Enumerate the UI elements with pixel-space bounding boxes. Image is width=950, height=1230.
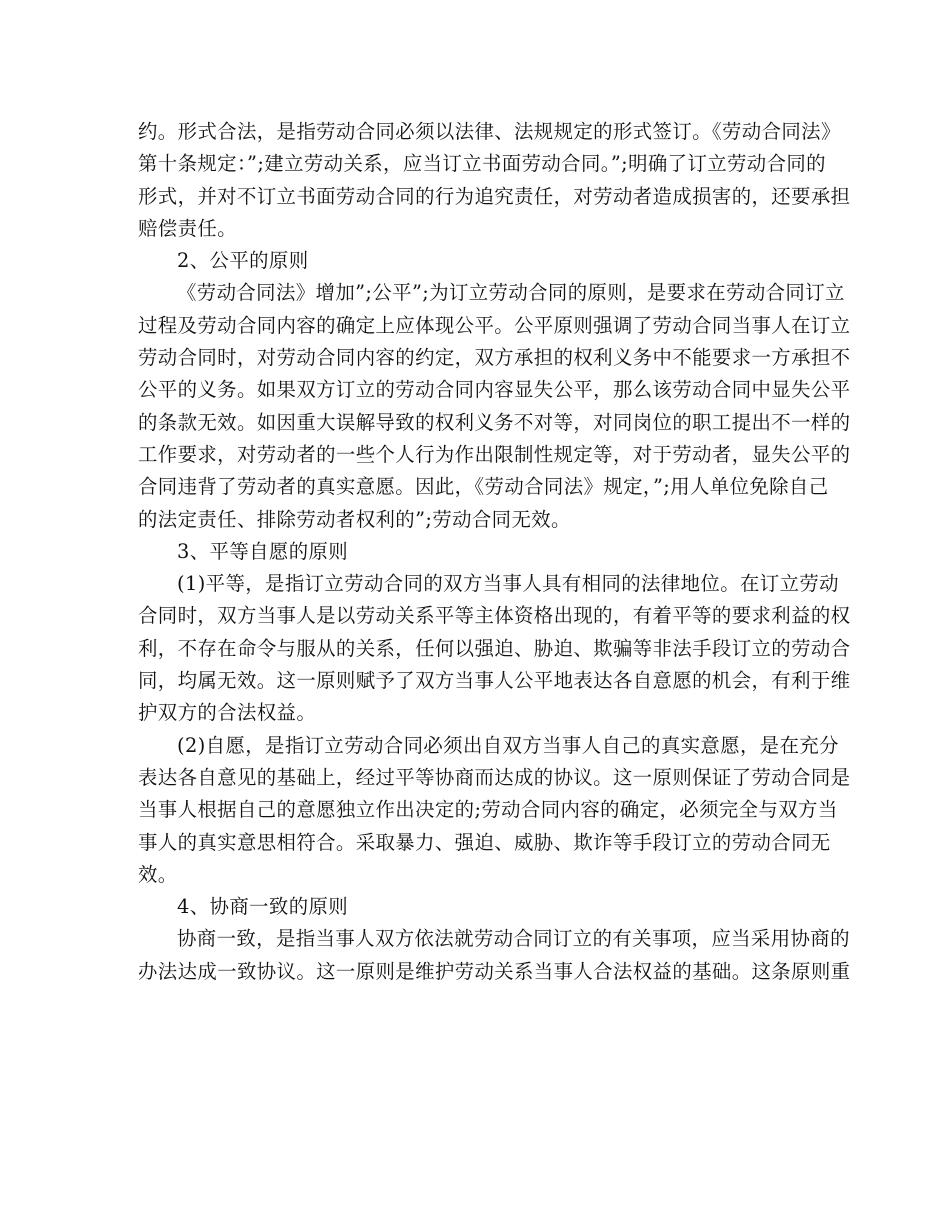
text-line: 工作要求，对劳动者的一些个人行为作出限制性规定等，对于劳动者，显失公平的: [138, 442, 851, 466]
text-line: 第十条规定：”;建立劳动关系，应当订立书面劳动合同。”;明确了订立劳动合同的: [138, 152, 826, 176]
paragraph-equality: [138, 568, 851, 729]
text-line: 的法定责任、排除劳动者权利的”;劳动合同无效。: [138, 507, 571, 531]
text-line: 协商一致，是指当事人双方依法就劳动合同订立的有关事项，应当采用协商的: [177, 927, 850, 951]
text-line: 办法达成一致协议。这一原则是维护劳动关系当事人合法权益的基础。这条原则重: [138, 959, 851, 983]
text-line: (2)自愿，是指订立劳动合同必须出自双方当事人自己的真实意愿，是在充分: [177, 733, 839, 757]
text-line: 公平的义务。如果双方订立的劳动合同内容显失公平，那么该劳动合同中显失公平: [138, 378, 851, 402]
paragraph-fairness: [138, 277, 851, 535]
document-page: [138, 116, 851, 988]
text-line: 护双方的合法权益。: [138, 701, 317, 725]
text-line: 效。: [138, 862, 178, 886]
text-line: 劳动合同时，对劳动合同内容的约定，双方承担的权利义务中不能要求一方承担不: [138, 346, 851, 370]
text-line: 利，不存在命令与服从的关系，任何以强迫、胁迫、欺骗等非法手段订立的劳动合: [138, 636, 851, 660]
text-line: 《劳动合同法》增加”;公平”;为订立劳动合同的原则，是要求在劳动合同订立: [177, 281, 845, 305]
text-line: 形式，并对不订立书面劳动合同的行为追究责任，对劳动者造成损害的，还要承担: [138, 184, 851, 208]
text-line: (1)平等，是指订立劳动合同的双方当事人具有相同的法律地位。在订立劳动: [177, 572, 839, 596]
paragraph-form-legality: [138, 116, 851, 245]
section-heading-fairness: 2、公平的原则: [177, 249, 309, 273]
text-line: 约。形式合法，是指劳动合同必须以法律、法规规定的形式签订。《劳动合同法》: [138, 120, 841, 143]
text-line: 的条款无效。如因重大误解导致的权利义务不对等，对同岗位的职工提出不一样的: [138, 410, 851, 434]
text-line: 赔偿责任。: [138, 216, 237, 240]
text-line: 事人的真实意思相符合。采取暴力、强迫、威胁、欺诈等手段订立的劳动合同无: [138, 830, 831, 854]
text-line: 合同违背了劳动者的真实意愿。因此，《劳动合同法》规定，”;用人单位免除自己: [138, 475, 829, 499]
section-heading-equality-voluntary: 3、平等自愿的原则: [177, 539, 349, 563]
text-line: 同，均属无效。这一原则赋予了双方当事人公平地表达各自意愿的机会，有利于维: [138, 669, 851, 693]
paragraph-consensus: [138, 923, 851, 988]
paragraph-voluntary: [138, 730, 851, 891]
text-line: 当事人根据自己的意愿独立作出决定的;劳动合同内容的确定，必须完全与双方当: [138, 798, 838, 822]
text-line: 过程及劳动合同内容的确定上应体现公平。公平原则强调了劳动合同当事人在订立: [138, 313, 851, 337]
text-line: 表达各自意见的基础上，经过平等协商而达成的协议。这一原则保证了劳动合同是: [138, 765, 851, 789]
section-heading-consensus: 4、协商一致的原则: [177, 895, 349, 919]
text-line: 合同时，双方当事人是以劳动关系平等主体资格出现的，有着平等的要求利益的权: [138, 604, 851, 628]
